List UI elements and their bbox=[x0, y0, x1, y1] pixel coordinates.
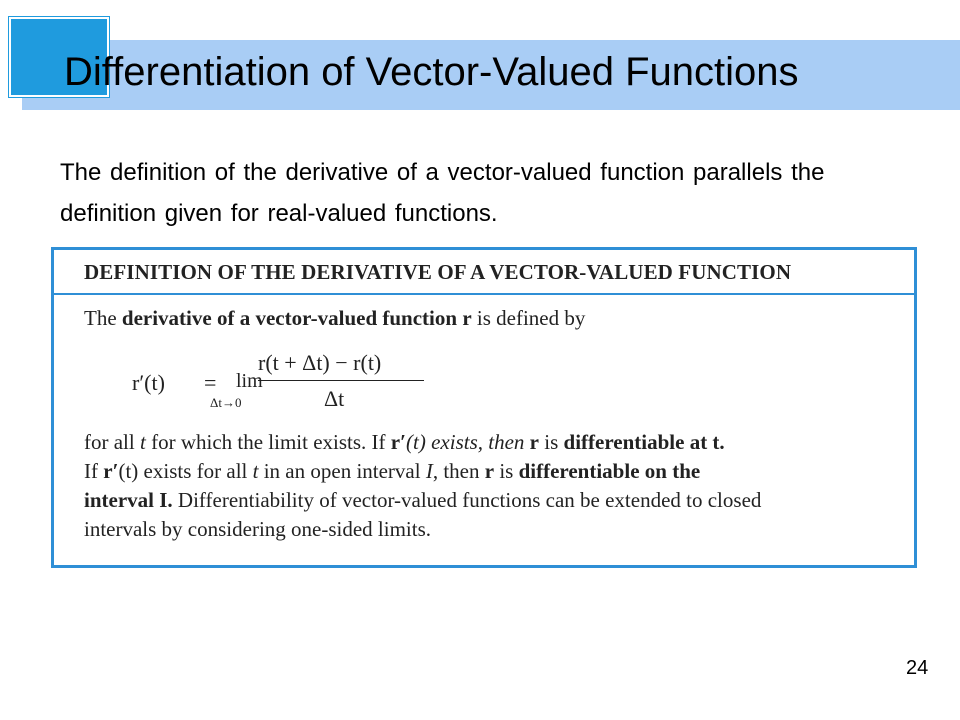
definition-line-2 bbox=[84, 457, 904, 486]
text: in an open interval bbox=[258, 459, 426, 483]
intro-pre: The bbox=[84, 306, 122, 330]
text: (t) exists, then bbox=[406, 430, 530, 454]
formula-equals: = bbox=[204, 370, 217, 395]
var-r: r bbox=[484, 459, 495, 483]
slide-title: Differentiation of Vector-Valued Functions bbox=[64, 50, 799, 94]
definition-line-1 bbox=[84, 428, 904, 457]
definition-intro bbox=[84, 305, 585, 331]
definition-heading: DEFINITION OF THE DERIVATIVE OF A VECTOR-VALUED FUNCTION bbox=[84, 260, 792, 284]
definition-line-3 bbox=[84, 486, 904, 515]
text: (t) exists for all bbox=[118, 459, 253, 483]
fraction-bar bbox=[258, 380, 424, 381]
intro-post: is defined by bbox=[471, 306, 586, 330]
text: Differentiability of vector-valued functions can be extended to closed bbox=[172, 488, 762, 512]
formula-lhs: r′(t) bbox=[132, 370, 165, 395]
text: is bbox=[539, 430, 564, 454]
text: for which the limit exists. If bbox=[145, 430, 391, 454]
text: for all bbox=[84, 430, 140, 454]
definition-line-4: intervals by considering one-sided limits. bbox=[84, 517, 432, 541]
intro-term: derivative of a vector-valued function bbox=[121, 306, 458, 330]
text: is bbox=[494, 459, 519, 483]
var-t: t bbox=[139, 430, 146, 454]
formula-lim: lim bbox=[236, 370, 263, 392]
term-interval-i: interval I. bbox=[84, 488, 173, 512]
var-t: t bbox=[252, 459, 259, 483]
text: If bbox=[84, 459, 104, 483]
text: , then bbox=[432, 459, 485, 483]
formula-lim-subscript: Δt→0 bbox=[210, 395, 242, 410]
definition-header bbox=[54, 250, 914, 295]
intro-paragraph: The definition of the derivative of a vector-valued function parallels the definition given for real-valued functions. bbox=[60, 159, 825, 227]
var-r-prime: r′ bbox=[390, 430, 407, 454]
term-differentiable-on: differentiable on the bbox=[518, 459, 701, 483]
page-number: 24 bbox=[906, 657, 929, 679]
var-r: r bbox=[529, 430, 539, 454]
var-r-prime: r′ bbox=[103, 459, 119, 483]
definition-box bbox=[51, 247, 917, 568]
formula-numerator: r(t + Δt) − r(t) bbox=[258, 350, 382, 375]
intro-r: r bbox=[457, 306, 472, 330]
term-differentiable-at-t: differentiable at t. bbox=[563, 430, 725, 454]
formula-denominator: Δt bbox=[324, 386, 345, 411]
var-I: I bbox=[425, 459, 433, 483]
definition-body bbox=[84, 428, 904, 544]
